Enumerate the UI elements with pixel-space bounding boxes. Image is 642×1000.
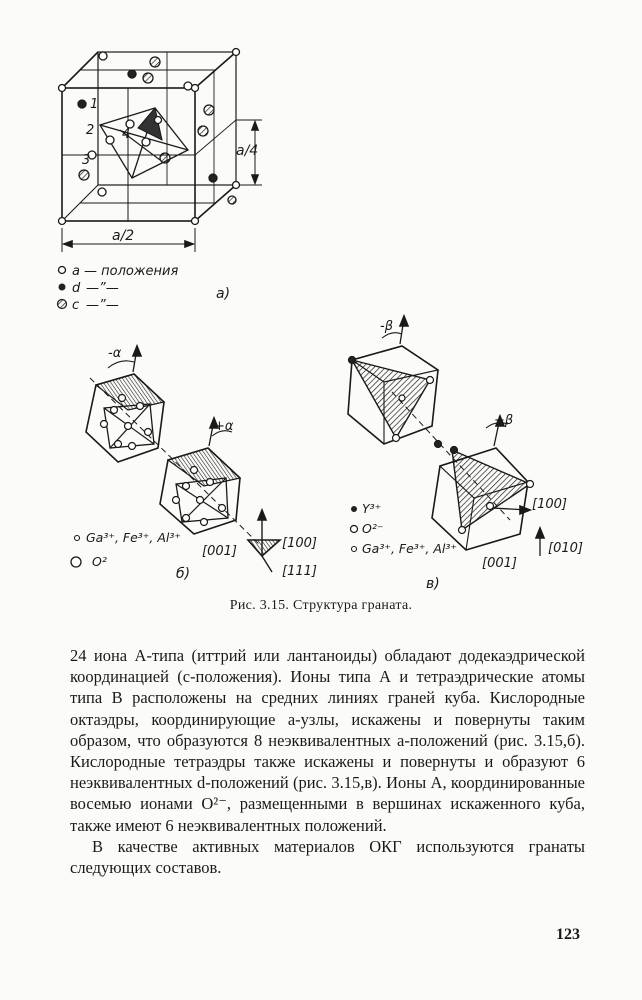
svg-text:O²⁻: O²⁻ xyxy=(362,521,384,536)
panel-a-legend xyxy=(58,264,231,313)
axis-001-c: [001] xyxy=(482,556,517,571)
svg-text:a: a xyxy=(72,264,80,279)
site-number-3: 3 xyxy=(82,153,91,168)
panel-b-label: б) xyxy=(176,566,191,582)
axis-100-b: [100] xyxy=(282,536,317,551)
svg-text:Ga³⁺, Fe³⁺, Al³⁺: Ga³⁺, Fe³⁺, Al³⁺ xyxy=(362,541,457,556)
body-text xyxy=(70,645,585,878)
page-number: 123 xyxy=(556,926,580,943)
svg-text:Ga³⁺, Fe³⁺, Al³⁺: Ga³⁺, Fe³⁺, Al³⁺ xyxy=(86,530,181,545)
svg-text:O²: O² xyxy=(92,554,107,569)
svg-text:—”—: —”— xyxy=(86,298,119,313)
site-number-1: 1 xyxy=(90,97,99,112)
panel-b-legend xyxy=(71,530,181,569)
paragraph-1: 24 иона А-типа (иттрий или лантаноиды) обладают додекаэдрической координацией (с-положения). Ионы типа А и тетраэдрические атомы типа В расположены на средних линиях граней куба. Кислородные октаэдры, координирующие а-узлы, искажены и повернуты таким образом, что образуются 8 неэквивалентных а-положений (рис. 3.15,б). Кислородные тетраэдры также искажены и повернуты и образуют 6 неэквивалентных d-положений (рис. 3.15,в). Ионы А, координированные восемью ионами O²⁻, размещенными в вершинах искаженного куба, также имеют 6 неэквивалентных положений. xyxy=(70,646,585,835)
angle-minus-beta: -β xyxy=(380,319,393,334)
svg-text:d: d xyxy=(72,281,81,296)
panel-a-label: а) xyxy=(216,286,231,302)
panel-c-tetrahedra xyxy=(348,316,544,556)
panel-c-label: в) xyxy=(426,576,440,592)
axis-111-b: [111] xyxy=(282,564,317,579)
angle-plus-beta: +β xyxy=(494,413,514,428)
dimension-a2: a/2 xyxy=(112,228,135,244)
angle-plus-alpha: +α xyxy=(214,419,234,434)
axis-001-b: [001] xyxy=(202,544,237,559)
axis-010-c: [010] xyxy=(548,541,583,556)
svg-text:c: c xyxy=(72,298,80,313)
svg-text:— положения: — положения xyxy=(84,264,179,279)
angle-minus-alpha: -α xyxy=(108,346,122,361)
site-number-2: 2 xyxy=(86,123,95,138)
figure-caption: Рис. 3.15. Структура граната. xyxy=(229,598,413,613)
svg-text:—”—: —”— xyxy=(86,281,119,296)
svg-text:Y³⁺: Y³⁺ xyxy=(362,501,382,516)
site-number-4: 4 xyxy=(122,127,131,142)
panel-c-legend xyxy=(351,501,457,556)
dimension-a4: a/4 xyxy=(236,143,259,159)
paragraph-2: В качестве активных материалов ОКГ используются гранаты следующих составов. xyxy=(70,836,585,878)
axis-100-c: [100] xyxy=(532,497,567,512)
